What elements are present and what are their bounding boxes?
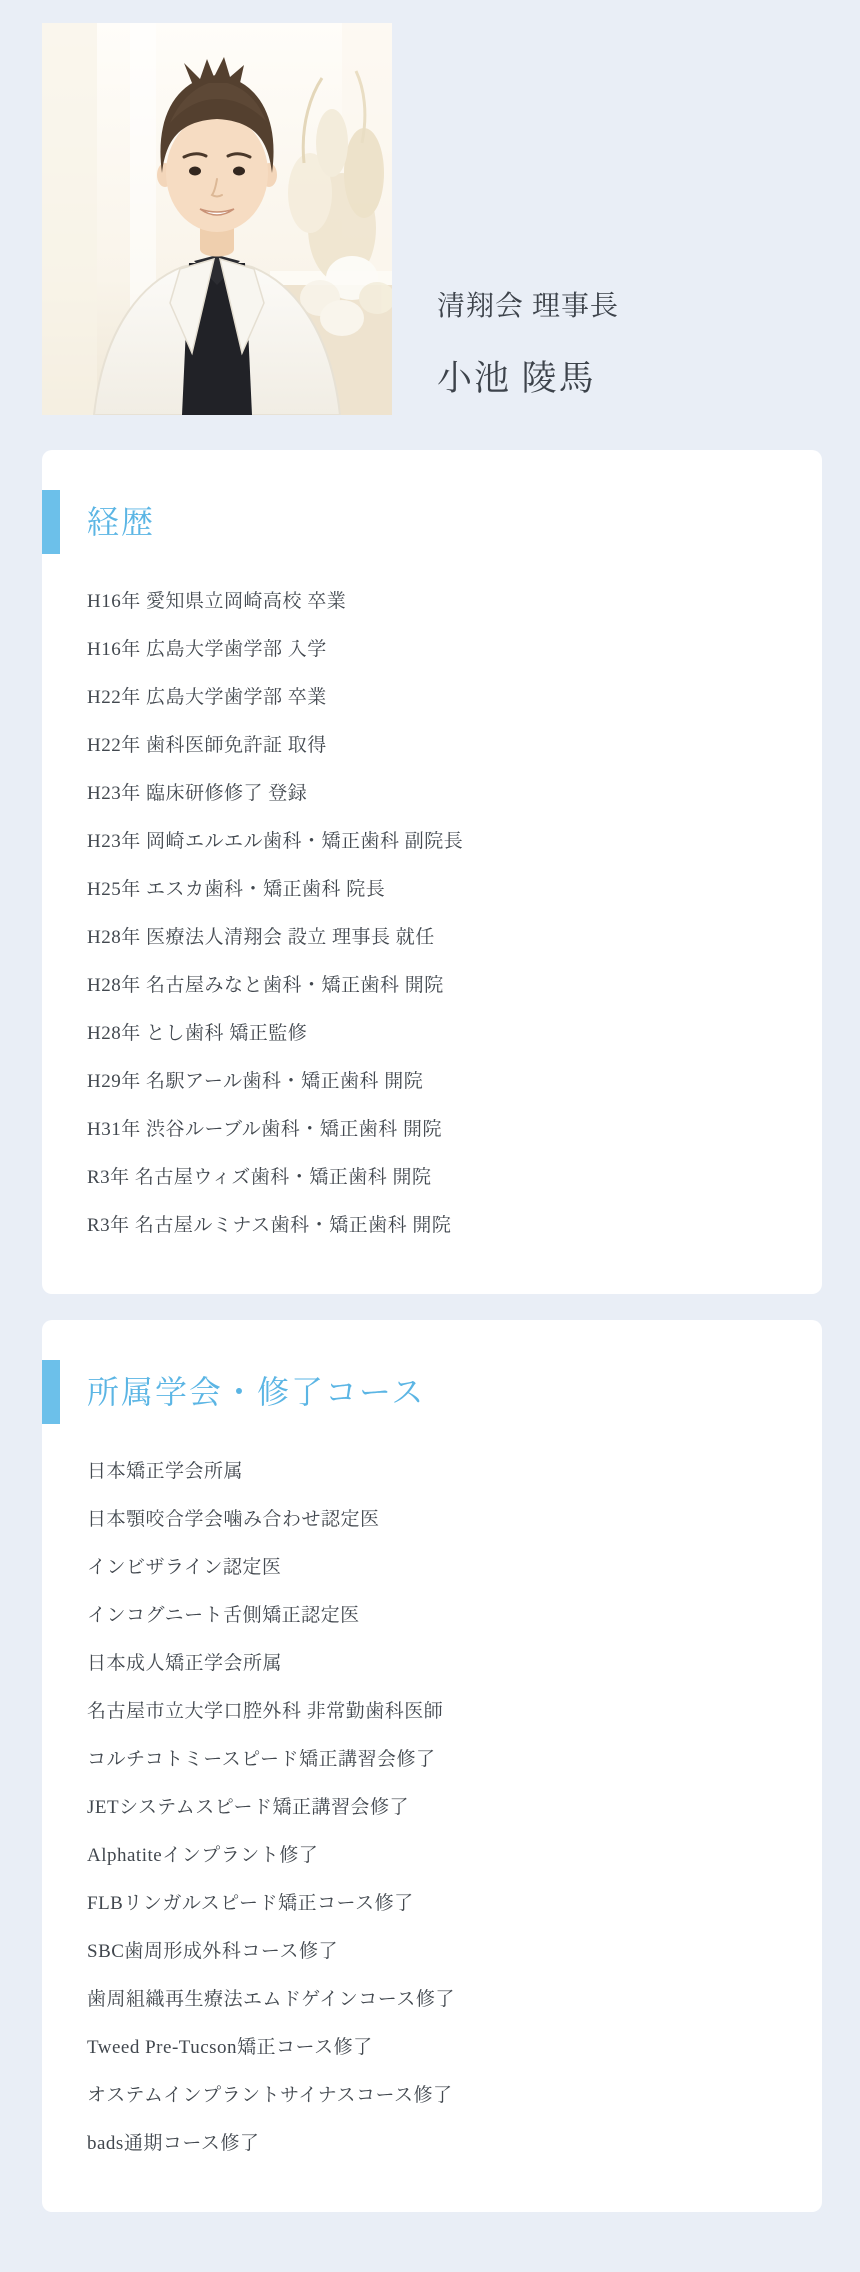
list-item: 日本顎咬合学会噛み合わせ認定医	[87, 1509, 380, 1530]
list-item: R3年 名古屋ルミナス歯科・矯正歯科 開院	[87, 1215, 452, 1236]
list-item: コルチコトミースピード矯正講習会修了	[87, 1749, 436, 1770]
heading-accent-bar	[42, 1360, 60, 1424]
list-item: R3年 名古屋ウィズ歯科・矯正歯科 開院	[87, 1167, 432, 1188]
list-item: 歯周組織再生療法エムドゲインコース修了	[87, 1989, 455, 2010]
list-item: H31年 渋谷ルーブル歯科・矯正歯科 開院	[87, 1119, 443, 1140]
list-item: Alphatiteインプラント修了	[87, 1845, 319, 1866]
list-item: H16年 愛知県立岡崎高校 卒業	[87, 591, 347, 612]
list-item: JETシステムスピード矯正講習会修了	[87, 1797, 409, 1818]
list-item: H22年 広島大学歯学部 卒業	[87, 687, 327, 708]
doctor-photo-illustration	[42, 23, 392, 415]
societies-heading-text: 所属学会・修了コース	[87, 1373, 426, 1410]
list-item: 日本矯正学会所属	[87, 1461, 244, 1482]
list-item: 名古屋市立大学口腔外科 非常勤歯科医師	[87, 1701, 444, 1722]
profile-title: 清翔会 理事長	[437, 291, 620, 323]
societies-section-heading	[42, 1360, 777, 1424]
career-section-card	[42, 450, 822, 1294]
list-item: H28年 とし歯科 矯正監修	[87, 1023, 308, 1044]
career-list	[87, 578, 777, 1250]
list-item: H29年 名駅アール歯科・矯正歯科 開院	[87, 1071, 424, 1092]
profile-name: 小池 陵馬	[437, 358, 596, 398]
list-item: Tweed Pre-Tucson矯正コース修了	[87, 2037, 373, 2058]
list-item: 日本成人矯正学会所属	[87, 1653, 283, 1674]
list-item: インコグニート舌側矯正認定医	[87, 1605, 360, 1626]
list-item: H25年 エスカ歯科・矯正歯科 院長	[87, 879, 386, 900]
list-item: bads通期コース修了	[87, 2133, 260, 2154]
list-item: H22年 歯科医師免許証 取得	[87, 735, 327, 756]
profile-id-block	[437, 23, 619, 415]
doctor-photo	[42, 23, 392, 415]
career-heading-text: 経歴	[87, 503, 156, 540]
list-item: インビザライン認定医	[87, 1557, 282, 1578]
list-item: H28年 医療法人清翔会 設立 理事長 就任	[87, 927, 435, 948]
list-item: H23年 臨床研修修了 登録	[87, 783, 308, 804]
societies-section-card	[42, 1320, 822, 2212]
list-item: オステムインプラントサイナスコース修了	[87, 2085, 453, 2106]
list-item: H23年 岡崎エルエル歯科・矯正歯科 副院長	[87, 831, 464, 852]
list-item: H16年 広島大学歯学部 入学	[87, 639, 327, 660]
list-item: H28年 名古屋みなと歯科・矯正歯科 開院	[87, 975, 444, 996]
societies-list	[87, 1448, 777, 2168]
profile-header	[0, 0, 860, 415]
career-section-heading	[42, 490, 777, 554]
list-item: FLBリンガルスピード矯正コース修了	[87, 1893, 414, 1914]
heading-accent-bar	[42, 490, 60, 554]
list-item: SBC歯周形成外科コース修了	[87, 1941, 338, 1962]
